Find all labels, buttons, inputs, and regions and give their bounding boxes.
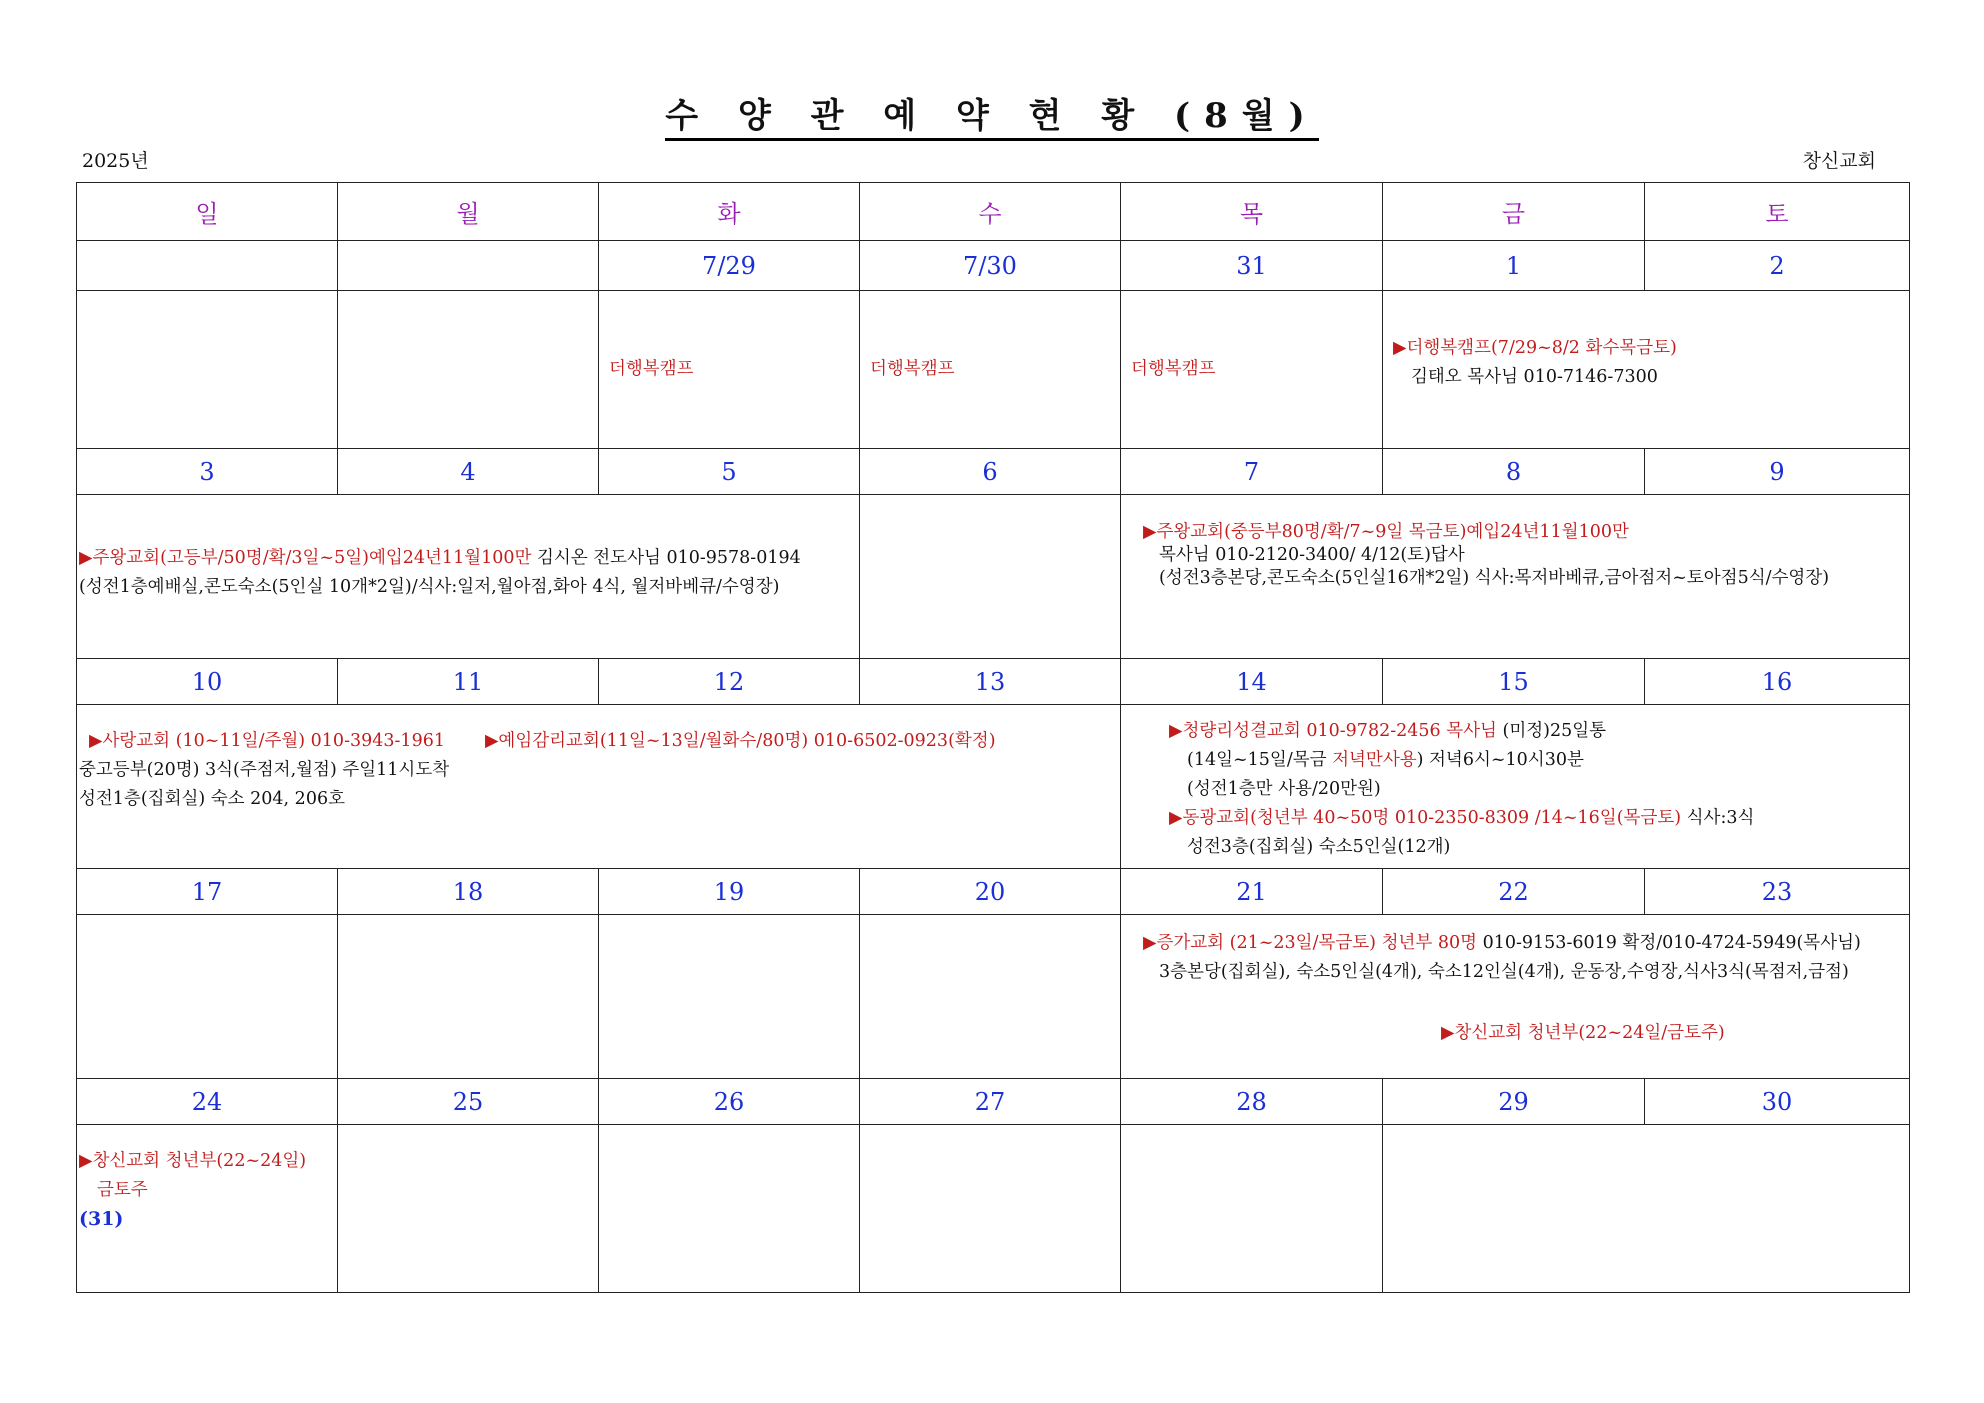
date-cell: 30 bbox=[1645, 1079, 1910, 1125]
date-cell: 1 bbox=[1383, 241, 1645, 291]
date-cell: 11 bbox=[338, 659, 599, 705]
date-cell: 20 bbox=[860, 869, 1121, 915]
weekday-header-row bbox=[77, 183, 1910, 241]
event-text: ▶창신교회 청년부(22~24일) bbox=[79, 1151, 307, 1171]
event-text: ▶청량리성결교회 010-9782-2456 목사님 bbox=[1169, 721, 1497, 741]
date-cell: 27 bbox=[860, 1079, 1121, 1125]
event-text: ▶예임감리교회(11일~13일/월화수/80명) 010-6502-0923(확정) bbox=[484, 731, 996, 751]
calendar-table bbox=[76, 182, 1910, 1293]
event-text: (미정)25일통 bbox=[1496, 721, 1607, 741]
event-text: ▶더행복캠프(7/29~8/2 화수목금토) bbox=[1393, 337, 1677, 358]
page-title: 수 양 관 예 약 현 황 (8월) bbox=[0, 88, 1984, 137]
date-cell: 29 bbox=[1383, 1079, 1645, 1125]
date-row bbox=[77, 1079, 1910, 1125]
date-cell: 21 bbox=[1121, 869, 1383, 915]
event-cell bbox=[860, 915, 1121, 1079]
event-cell bbox=[77, 915, 338, 1079]
event-cell bbox=[338, 291, 599, 449]
event-text: ▶창신교회 청년부(22~24일/금토주) bbox=[1441, 1023, 1725, 1043]
weekday-thu: 목 bbox=[1121, 183, 1383, 241]
date-cell: 7/29 bbox=[599, 241, 860, 291]
event-text: 더행복캠프 bbox=[870, 359, 955, 379]
event-cell bbox=[860, 291, 1121, 449]
date-cell bbox=[338, 241, 599, 291]
event-cell bbox=[1121, 1125, 1383, 1293]
event-text: ▶증가교회 (21~23일/목금토) 청년부 80명 bbox=[1143, 933, 1478, 953]
event-text: 중고등부(20명) 3식(주점저,월점) 주일11시도착 bbox=[79, 760, 450, 780]
event-text: (성전1층만 사용/20만원) bbox=[1187, 779, 1381, 799]
event-cell bbox=[860, 495, 1121, 659]
date-row bbox=[77, 241, 1910, 291]
year-label: 2025년 bbox=[82, 150, 149, 172]
event-text: 김시온 전도사님 010-9578-0194 bbox=[531, 547, 801, 568]
date-cell: 16 bbox=[1645, 659, 1910, 705]
event-cell bbox=[1121, 915, 1910, 1079]
event-row bbox=[77, 1125, 1910, 1293]
event-row bbox=[77, 705, 1910, 869]
date-cell: 23 bbox=[1645, 869, 1910, 915]
event-text: ▶주왕교회(중등부80명/확/7~9일 목금토)예입24년11월100만 bbox=[1143, 522, 1629, 542]
weekday-sun: 일 bbox=[77, 183, 338, 241]
date-row bbox=[77, 869, 1910, 915]
date-cell: 25 bbox=[338, 1079, 599, 1125]
event-row bbox=[77, 915, 1910, 1079]
weekday-tue: 화 bbox=[599, 183, 860, 241]
event-cell bbox=[338, 1125, 599, 1293]
event-row bbox=[77, 495, 1910, 659]
event-text: (성전3층본당,콘도숙소(5인실16개*2일) 식사:목저바베큐,금아점저~토아점5식/수영장) bbox=[1159, 568, 1830, 588]
date-cell: 28 bbox=[1121, 1079, 1383, 1125]
event-cell bbox=[599, 1125, 860, 1293]
event-text: ) 저녁6시~10시30분 bbox=[1416, 750, 1584, 770]
event-text: 성전3층(집회실) 숙소5인실(12개) bbox=[1187, 837, 1451, 857]
weekday-wed: 수 bbox=[860, 183, 1121, 241]
event-cell bbox=[1383, 1125, 1910, 1293]
date-cell: 3 bbox=[77, 449, 338, 495]
event-text: ▶사랑교회 (10~11일/주월) 010-3943-1961 bbox=[89, 731, 445, 751]
event-cell bbox=[338, 915, 599, 1079]
event-cell bbox=[860, 1125, 1121, 1293]
event-cell bbox=[599, 291, 860, 449]
date-cell bbox=[77, 241, 338, 291]
date-cell: 7 bbox=[1121, 449, 1383, 495]
event-text: 저녁만사용 bbox=[1332, 750, 1417, 770]
weekday-mon: 월 bbox=[338, 183, 599, 241]
date-cell: 19 bbox=[599, 869, 860, 915]
event-text: 금토주 bbox=[97, 1180, 148, 1200]
date-cell: 2 bbox=[1645, 241, 1910, 291]
date-row bbox=[77, 449, 1910, 495]
event-text: 010-9153-6019 확정/010-4724-5949(목사님) bbox=[1477, 933, 1861, 953]
date-cell: 17 bbox=[77, 869, 338, 915]
date-cell: 24 bbox=[77, 1079, 338, 1125]
event-cell bbox=[77, 1125, 338, 1293]
date-cell: 10 bbox=[77, 659, 338, 705]
date-cell: 12 bbox=[599, 659, 860, 705]
event-text: (14일~15일/목금 bbox=[1187, 750, 1333, 770]
weekday-fri: 금 bbox=[1383, 183, 1645, 241]
event-row bbox=[77, 291, 1910, 449]
weekday-sat: 토 bbox=[1645, 183, 1910, 241]
event-text: ▶동광교회(청년부 40~50명 010-2350-8309 /14~16일(목금토) bbox=[1169, 808, 1682, 828]
date-cell: 4 bbox=[338, 449, 599, 495]
event-cell bbox=[1121, 705, 1910, 869]
event-text: 목사님 010-2120-3400/ 4/12(토)답사 bbox=[1159, 545, 1465, 565]
date-cell: 13 bbox=[860, 659, 1121, 705]
event-cell bbox=[1121, 291, 1383, 449]
date-cell: 31 bbox=[1121, 241, 1383, 291]
date-row bbox=[77, 659, 1910, 705]
date-cell: 22 bbox=[1383, 869, 1645, 915]
event-cell bbox=[77, 705, 1121, 869]
date-cell: 6 bbox=[860, 449, 1121, 495]
event-text: 성전1층(집회실) 숙소 204, 206호 bbox=[79, 789, 345, 809]
event-text: 더행복캠프 bbox=[609, 359, 694, 379]
event-text: (31) bbox=[79, 1208, 124, 1230]
event-cell bbox=[599, 915, 860, 1079]
event-cell bbox=[77, 495, 860, 659]
date-cell: 7/30 bbox=[860, 241, 1121, 291]
event-text: 김태오 목사님 010-7146-7300 bbox=[1411, 366, 1658, 387]
date-cell: 14 bbox=[1121, 659, 1383, 705]
event-text: 더행복캠프 bbox=[1131, 359, 1216, 379]
date-cell: 26 bbox=[599, 1079, 860, 1125]
event-text: ▶주왕교회(고등부/50명/확/3일~5일)예입24년11월100만 bbox=[79, 547, 532, 568]
event-text: 3층본당(집회실), 숙소5인실(4개), 숙소12인실(4개), 운동장,수영장,식사3식(목점저,금점) bbox=[1159, 962, 1849, 982]
event-cell bbox=[1383, 291, 1910, 449]
date-cell: 9 bbox=[1645, 449, 1910, 495]
event-cell bbox=[1121, 495, 1910, 659]
date-cell: 5 bbox=[599, 449, 860, 495]
date-cell: 18 bbox=[338, 869, 599, 915]
event-cell bbox=[77, 291, 338, 449]
date-cell: 15 bbox=[1383, 659, 1645, 705]
church-label: 창신교회 bbox=[1802, 150, 1876, 172]
event-text: (성전1층예배실,콘도숙소(5인실 10개*2일)/식사:일저,월아점,화아 4식, 월저바베큐/수영장) bbox=[79, 576, 780, 597]
date-cell: 8 bbox=[1383, 449, 1645, 495]
event-text: 식사:3식 bbox=[1681, 808, 1755, 828]
